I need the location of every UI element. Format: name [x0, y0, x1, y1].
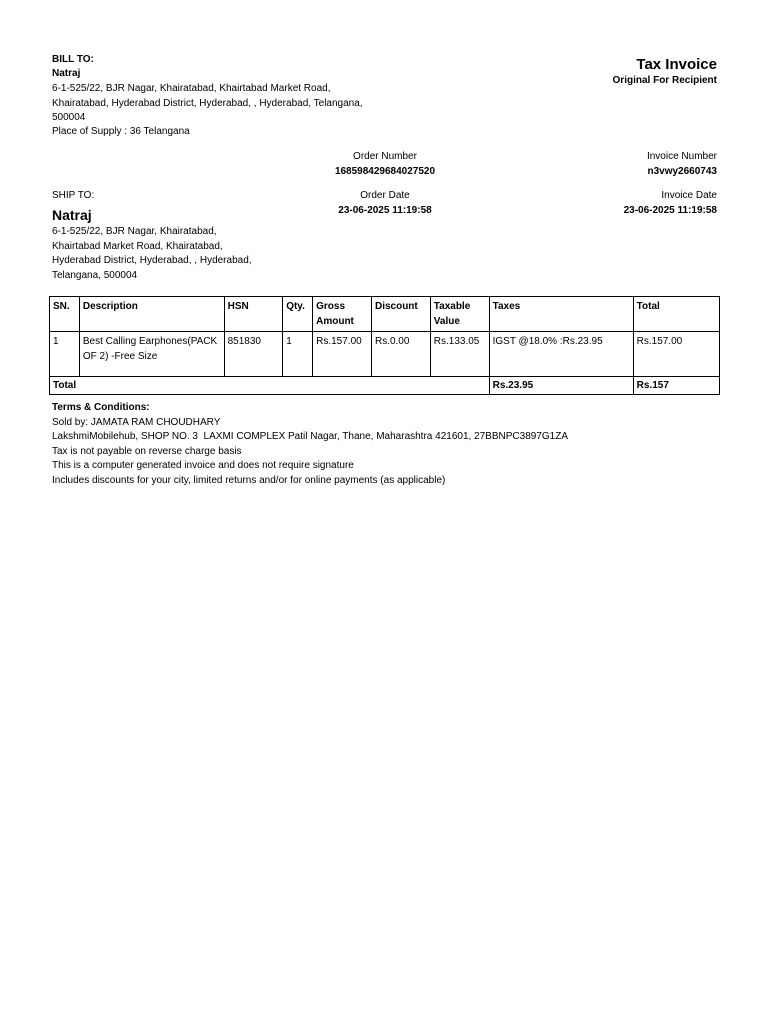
- order-number: 168598429684027520: [334, 166, 436, 177]
- order-date-label: Order Date: [360, 190, 410, 201]
- header-hsn: HSN: [224, 297, 283, 332]
- total-taxes: Rs.23.95: [489, 377, 633, 395]
- invoice-number-label: Invoice Number: [646, 151, 717, 162]
- cell-gross-amount: Rs.157.00: [313, 332, 372, 377]
- terms-line: Tax is not payable on reverse charge basis: [52, 445, 242, 457]
- total-label: Total: [50, 377, 490, 395]
- invoice-date: 23-06-2025 11:19:58: [623, 205, 717, 216]
- table-total-row: [50, 377, 720, 395]
- terms-and-conditions: [52, 401, 732, 488]
- header-discount: Discount: [371, 297, 430, 332]
- header-description: Description: [79, 297, 224, 332]
- invoice-title: Tax Invoice: [636, 56, 717, 73]
- invoice-date-label: Invoice Date: [661, 190, 717, 201]
- cell-description: Best Calling Earphones(PACK OF 2) -Free Size: [79, 332, 224, 377]
- header-sn: SN.: [50, 297, 80, 332]
- bill-to-label: BILL TO:: [52, 54, 94, 65]
- cell-taxable-value: Rs.133.05: [430, 332, 489, 377]
- header-taxes: Taxes: [489, 297, 633, 332]
- terms-heading: Terms & Conditions:: [52, 402, 150, 413]
- cell-hsn: 851830: [224, 332, 283, 377]
- invoice-number: n3vwy2660743: [647, 166, 717, 177]
- cell-sn: 1: [50, 332, 80, 377]
- bill-to-name: Natraj: [52, 68, 81, 79]
- invoice-subtitle: Original For Recipient: [612, 75, 717, 86]
- cell-qty: 1: [283, 332, 313, 377]
- order-number-label: Order Number: [353, 151, 417, 162]
- terms-line: Sold by: JAMATA RAM CHOUDHARY: [52, 416, 221, 428]
- ship-to-name: Natraj: [52, 207, 92, 223]
- bill-to-address: 6-1-525/22, BJR Nagar, Khairatabad, Khairtabad Market Road, Khairatabad, Hyderabad District, Hyderabad, , Hyderabad, Telangana, 500004: [52, 83, 363, 123]
- header-total: Total: [633, 297, 719, 332]
- table-row: [50, 332, 720, 377]
- header-taxable-value: Taxable Value: [430, 297, 489, 332]
- cell-taxes: IGST @18.0% :Rs.23.95: [489, 332, 633, 377]
- items-table: [49, 296, 720, 395]
- terms-line: This is a computer generated invoice and does not require signature: [52, 460, 354, 471]
- terms-line: LakshmiMobilehub, SHOP NO. 3 LAXMI COMPLEX Patil Nagar, Thane, Maharashtra 421601, 27BBNPC3897G1ZA: [52, 431, 569, 442]
- cell-total: Rs.157.00: [633, 332, 719, 377]
- header-qty: Qty.: [283, 297, 313, 332]
- total-amount: Rs.157: [633, 377, 719, 395]
- place-of-supply: Place of Supply : 36 Telangana: [52, 126, 190, 137]
- cell-discount: Rs.0.00: [371, 332, 430, 377]
- header-gross-amount: Gross Amount: [313, 297, 372, 332]
- ship-to-label: SHIP TO:: [52, 190, 95, 201]
- terms-line: Includes discounts for your city, limited returns and/or for online payments (as applicable): [52, 474, 446, 486]
- order-date: 23-06-2025 11:19:58: [338, 205, 432, 216]
- ship-to-address: 6-1-525/22, BJR Nagar, Khairatabad, Khairtabad Market Road, Khairatabad, Hyderabad District, Hyderabad, , Hyderabad, Telangana, 500004: [52, 226, 252, 281]
- table-header-row: [50, 297, 720, 332]
